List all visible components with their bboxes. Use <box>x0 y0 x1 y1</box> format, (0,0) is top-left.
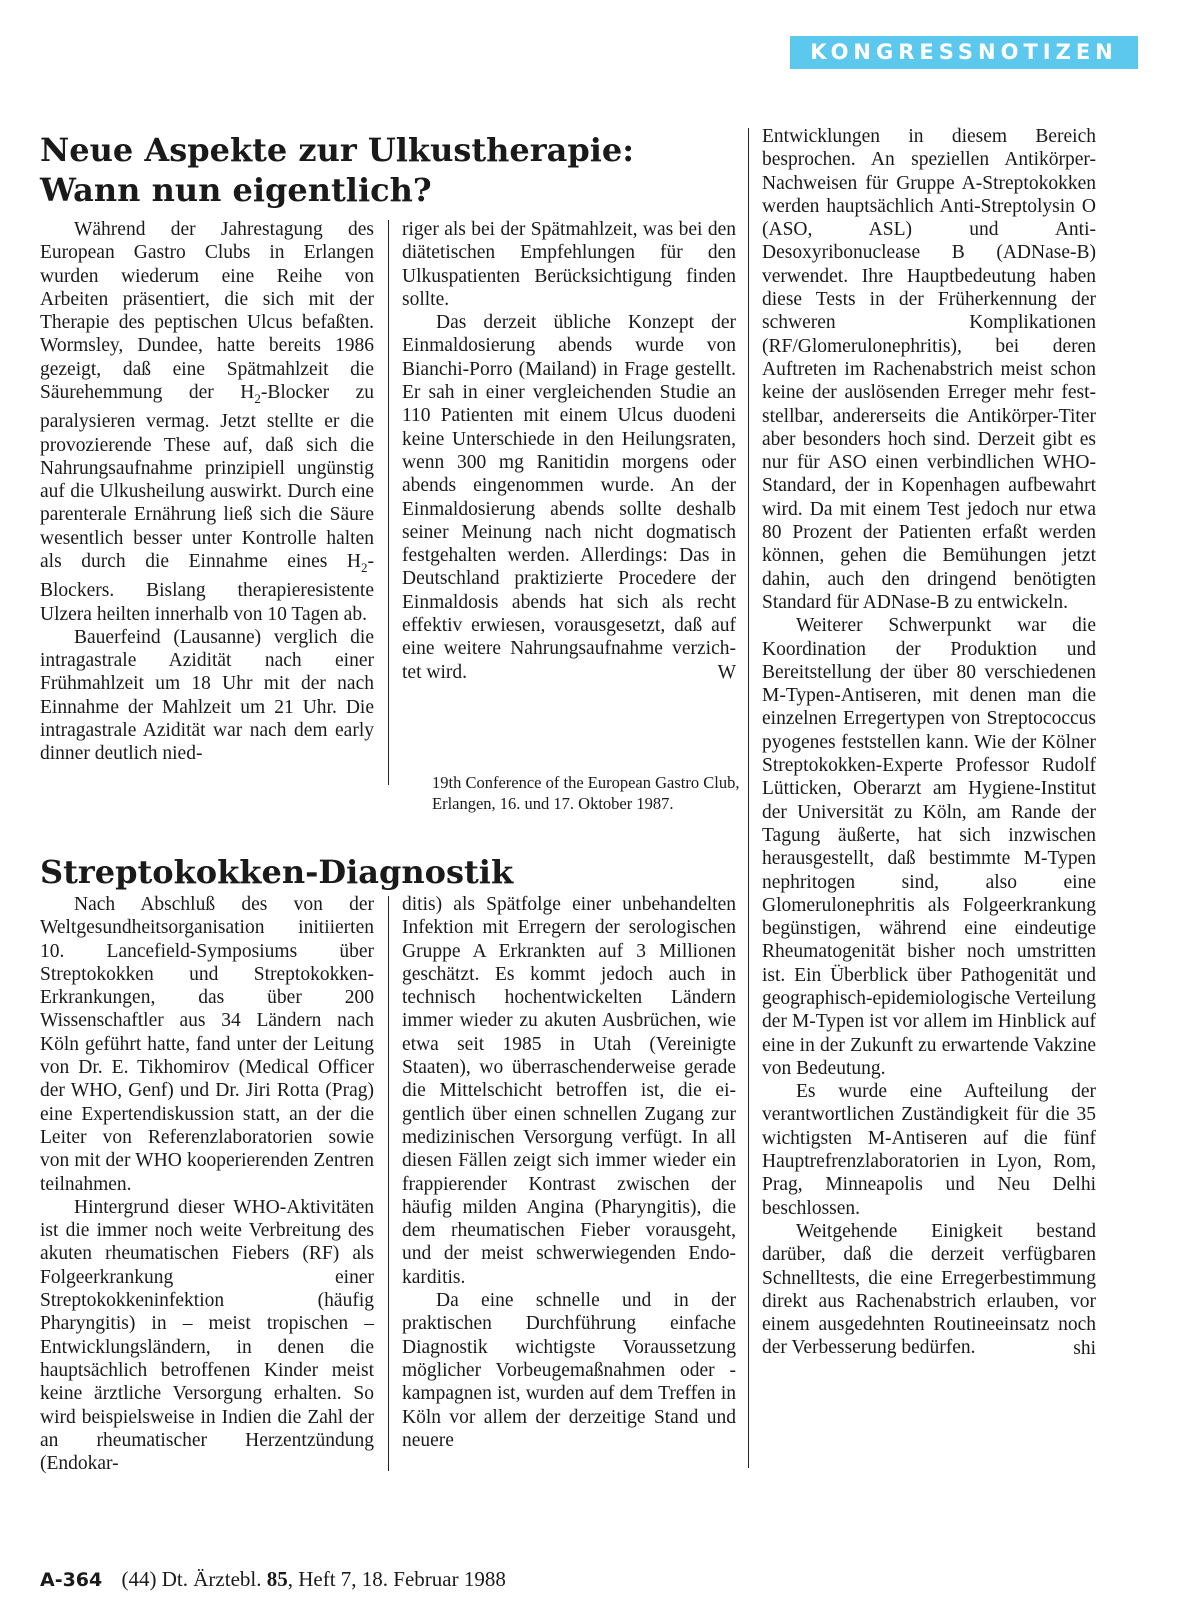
page-number: A-364 <box>40 1569 103 1591</box>
paragraph: Nach Abschluß des von der Weltgesundheitsorganisation initiierten 10. Lancefield-Symposiums über Streptokokken und Streptokokken-Erkrankungen, das über 200 Wissenschaftler aus 34 Ländern nach Köln geführt hatte, fand unter der Leitung von Dr. E. Tikhomirov (Medical Officer der WHO, Genf) und Dr. Jiri Rotta (Prag) eine Expertendiskussion statt, an der die Leiter von Referenzlaboratorien sowie von mit der WHO kooperierenden Zentren teilnahmen. <box>40 894 374 1195</box>
column-divider <box>388 896 389 1471</box>
article-title-ulkustherapie <box>40 130 760 210</box>
article1-column-1 <box>40 218 374 766</box>
article-title-streptokokken: Streptokokken-Diagnostik <box>40 853 514 891</box>
paragraph: Da eine schnelle und in der praktischen Durchführung einfache Diagnostik wichtigste Voraussetzung möglicher Vorbeugemaßnahmen oder -kampagnen ist, wurden auf dem Treffen in Köln vor allem der derzeitige Stand und neuere <box>402 1290 736 1451</box>
article2-column-3 <box>762 125 1096 1360</box>
article2-column-1 <box>40 893 374 1475</box>
issue-date: , Heft 7, 18. Februar 1988 <box>287 1567 506 1591</box>
article1-column-2 <box>402 218 736 684</box>
author-signature: W <box>717 661 736 683</box>
paragraph: Hintergrund dieser WHO-Aktivitäten ist die immer noch weite Verbreitung des akuten rheumatischen Fiebers (RF) als Folgeerkrankung einer Streptokokkeninfektion (häufig Pharyngitis) in – meist tropischen – Entwicklungsländern, in denen die hauptsächlich betroffenen Kinder meist keine ärztliche Versorgung erhalten. So wird beispielsweise in Indien die Zahl der an rheumatischer Herzentzündung (Endokar- <box>40 1196 374 1475</box>
conference-source-note: 19th Conference of the European Gastro Club, Erlangen, 16. und 17. Oktober 1987. <box>432 773 740 813</box>
volume-number: 85 <box>266 1567 288 1591</box>
paragraph: ditis) als Spätfolge einer unbehandelten Infektion mit Erregern der serologischen Gruppe A Erkrankten auf 3 Millionen geschätzt. Es kommt jedoch auch in technisch hochentwickelten Ländern immer wieder zu akuten Ausbrüchen, wie etwa seit 1985 in Utah (Vereinigte Staaten), wo überraschenderweise gerade die Mittelschicht betroffen ist, die eigentlich über einen schnellen Zugang zur medizinischen Versorgung verfügt. In all diesen Fällen zeigt sich immer wieder ein frappierender Kontrast zwischen der häufig milden Angina (Pharyngitis), die dem rheumatischen Fieber vorausgeht, und der meist schwerwiegenden Endokarditis. <box>402 894 736 1288</box>
author-signature: shi <box>1073 1337 1096 1359</box>
paragraph: Bauerfeind (Lausanne) verglich die intragastrale Azidität nach einer Frühmahlzeit um 18 Uhr mit der nach Einnahme der Mahlzeit um 21 Uhr. Die intragastrale Azidität war nach dem early dinner deutlich nied- <box>40 626 374 765</box>
page-footer <box>40 1567 506 1592</box>
paragraph: Während der Jahrestagung des European Gastro Clubs in Erlangen wurden wiederum eine Reihe von Arbeiten präsentiert, die sich mit der Therapie des peptischen Ulcus befaßten. Wormsley, Dundee, hatte bereits 1986 gezeigt, daß eine Spätmahlzeit die Säurehemmung der $H_2$-Blocker zu paralysieren vermag. Jetzt stellte er die provozierende These auf, daß sich die Nahrungsaufnahme prinzipiell ungünstig auf die Ulkusheilung auswirkt. Durch eine parenterale Ernährung ließ sich die Säure wesentlich besser unter Kontrolle halten als durch die Einnahme eines $H_2$-Blockers. Bislang therapieresistente Ulzera heilten innerhalb von 10 Tagen ab. <box>40 219 374 625</box>
journal-reference: (44) Dt. Ärztebl. <box>121 1567 262 1591</box>
paragraph: Weitgehende Einigkeit bestand darüber, daß die derzeit verfügbaren Schnelltests, die eine Erregerbestimmung direkt aus Rachenabstrich erlauben, vor einem ausgedehnten Routineeinsatz noch der Verbesserung bedürfen. <box>762 1220 1096 1359</box>
paragraph: Das derzeit übliche Konzept der Einmaldosierung abends wurde von Bianchi-Porro (Mailand) in Frage gestellt. Er sah in einer vergleichenden Studie an 110 Patienten mit einem Ulcus duodeni keine Unterschiede in den Heilungsraten, wenn 300 mg Ranitidin morgens oder abends eingenommen wurde. An der Einmaldosierung abends sollte deshalb seiner Meinung nach nicht dogmatisch festgehalten werden. Allerdings: Das in Deutschland praktizierte Procedere der Einmaldosis abends hat sich als recht effektiv erwiesen, vorausgesetzt, daß auf eine weitere Nahrungsaufnahme verzichtet wird. <box>402 312 736 683</box>
paragraph: Weiterer Schwerpunkt war die Koordination der Produktion und Bereitstellung der über 80 verschiedenen M-Typen-Antiseren, mit denen man die einzelnen Erregertypen von Streptococcus pyogenes feststellen kann. Wie der Kölner Streptokokken-Experte Professor Rudolf Lütticken, Oberarzt am Hygiene-Institut der Universität zu Köln, am Rande der Tagung äußerte, hat sich inzwischen herausgestellt, daß bestimmte M-Typen nephritogen sind, also eine Glomerulonephritis als Folgeerkrankung begünstigen, während eine eindeutige Rheumatogenität bisher noch umstritten ist. Ein Überblick über Pathogenität und geographisch-epidemiologische Verteilung der M-Typen ist vor allem im Hinblick auf eine in der Zukunft zu erwartende Vakzine von Bedeutung. <box>762 615 1096 1079</box>
title-line-2: Wann nun eigentlich? <box>40 171 432 209</box>
paragraph: riger als bei der Spätmahlzeit, was bei den diätetischen Empfehlungen für den Ulkuspatienten Berücksichtigung finden sollte. <box>402 219 736 310</box>
column-divider <box>388 220 389 785</box>
column-divider <box>748 128 749 1468</box>
section-banner: KONGRESSNOTIZEN <box>790 36 1138 69</box>
paragraph: Entwicklungen in diesem Bereich besprochen. An speziellen Antikörper-Nachweisen für Gruppe A-Streptokokken werden hauptsächlich Anti-Streptolysin O (ASO, ASL) und Anti-Desoxyribonuclease B (ADNase-B) verwendet. Ihre Hauptbedeutung haben diese Tests in der Früherkennung der schweren Komplikationen (RF/Glomerulonephritis), bei deren Auftreten im Rachenabstrich meist schon keine der auslösenden Erreger mehr feststellbar, andererseits die Antikörper-Titer aber besonders hoch sind. Derzeit gibt es nur für ASO einen verbindlichen WHO-Standard, der in Kopenhagen aufbewahrt wird. Da mit einem Test jedoch nur etwa 80 Prozent der Patienten erfaßt werden können, gehen die Bemühungen jetzt dahin, auch den dringend benötigten Standard für ADNase-B zu entwickeln. <box>762 126 1096 613</box>
title-line-1: Neue Aspekte zur Ulkustherapie: <box>40 131 635 169</box>
paragraph: Es wurde eine Aufteilung der verantwortlichen Zuständigkeit für die 35 wichtigsten M-Antiseren auf die fünf Hauptrefrenzlaboratorien in Lyon, Rom, Prag, Minneapolis und Neu Delhi beschlossen. <box>762 1081 1096 1219</box>
article2-column-2 <box>402 893 736 1452</box>
